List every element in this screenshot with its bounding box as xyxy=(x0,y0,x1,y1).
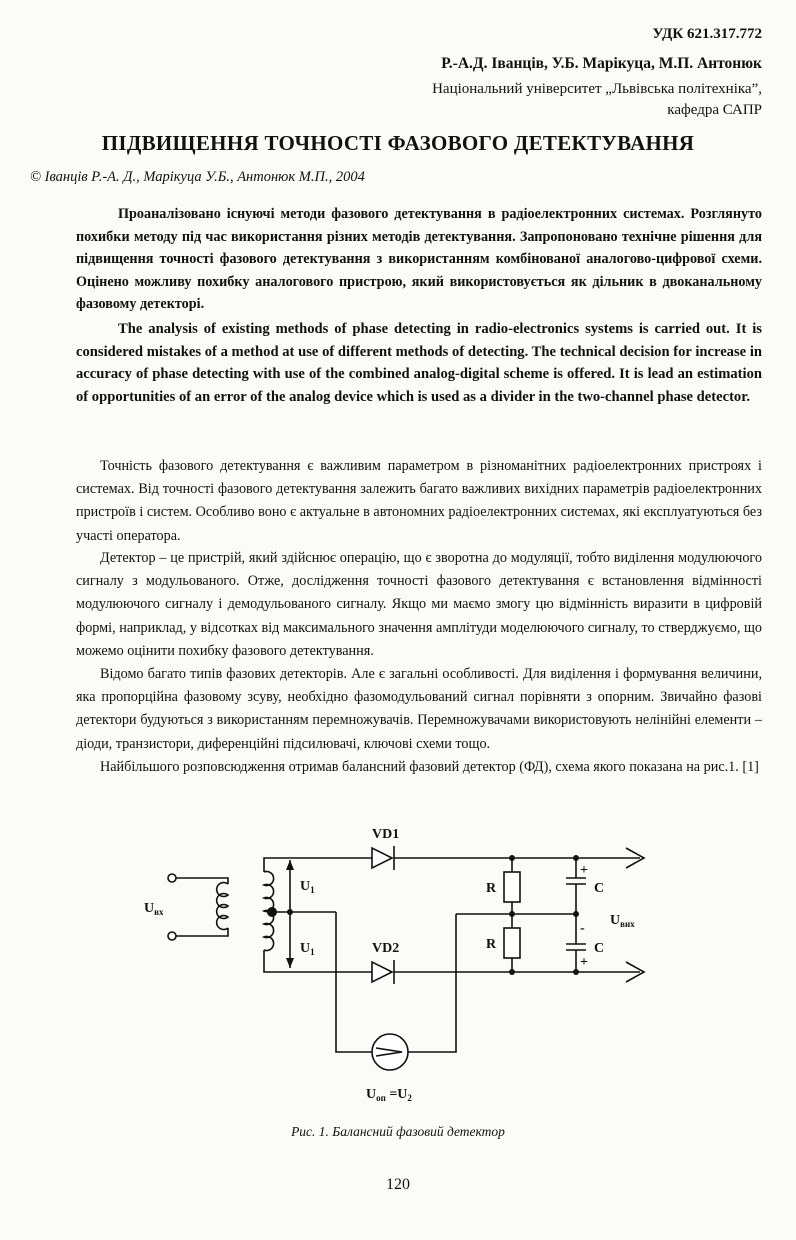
abstract-ukrainian: Проаналізовано існуючі методи фазового детектування в радіоелектронних системах. Розглянуто похибки методу під час використання різних методів детектування. Запропоновано технічне рішення для підвищення точності фазового детектування з використанням комбінованої аналогово-цифрової схеми. Оцінено можливу похибку аналогового пристрою, який використовується як дільник в двоканальному фазовому детекторі. xyxy=(76,206,762,312)
primary-coil xyxy=(217,883,228,930)
label-c-bottom: C xyxy=(594,941,605,956)
junction-c-top xyxy=(573,855,579,861)
udk-code: УДК 621.317.772 xyxy=(652,26,762,42)
junction-r-mid xyxy=(509,911,515,917)
balanced-phase-detector-schematic xyxy=(140,820,670,1120)
wire-bottom xyxy=(264,950,372,972)
affiliation xyxy=(432,79,762,121)
abstract-english: The analysis of existing methods of phase detecting in radio-electronics systems is carried out. It is considered mistakes of a method at use of different methods of detecting. The technical decision for increase in accuracy of phase detecting with use of the combined analog-digital scheme is offered. It is lead an estimation of opportunities of an error of the analog device which is used as a divider in the two-channel phase detector. xyxy=(76,321,762,405)
label-c-top: C xyxy=(594,881,605,896)
junction-c-bottom xyxy=(573,969,579,975)
body-paragraph-2: Детектор – це пристрій, який здійснює операцію, що є зворотна до модуляції, тобто виділення модулюючого сигналу з модульованого. Отже, дослідження точності фазового детектування є встановлення відмінності модулюючого сигналу і демодульованого сигналу. Якщо ми маємо змогу цю відмінність виразити в цифровій формі, наприклад, у відсотках від максимального значення амплітуди моделюючого сигналу, то стверджуємо, що можемо оцінити похибку фазового детектування. xyxy=(76,550,762,659)
label-u1-top: $U_1$ xyxy=(300,879,315,895)
junction-r-bottom xyxy=(509,969,515,975)
affiliation-university: Національний університет „Львівська політехніка”, xyxy=(432,81,762,97)
diode-vd1-icon xyxy=(372,848,392,868)
input-terminal-top xyxy=(168,874,176,882)
label-u-ref: $U_{оп} =U_2$ xyxy=(366,1087,412,1103)
label-vd2: VD2 xyxy=(372,941,400,956)
u1-junction xyxy=(287,909,293,915)
page-number: 120 xyxy=(386,1176,410,1193)
input-terminal-bottom xyxy=(168,932,176,940)
label-minus-mid: - xyxy=(580,921,585,936)
diode-vd2-icon xyxy=(372,962,392,982)
body-paragraph-4: Найбільшого розповсюдження отримав балансний фазовий детектор (ФД), схема якого показана на рис.1. [1] xyxy=(100,759,759,775)
label-u-out: $U_{вих}$ xyxy=(610,913,635,929)
body-paragraph-3: Відомо багато типів фазових детекторів. Але є загальні особливості. Для виділення і формування величини, яка пропорційна фазовому зсуву, необхідно фазомодульований сигнал порівняти з опорним. Звичайно фазові детектори будуються з використанням перемножувачів. Перемножувачами використовують нелінійні елементи – діоди, транзистори, диференційні підсилювачі, ключові схеми тощо. xyxy=(76,666,762,752)
authors: Р.-А.Д. Іванців, У.Б. Марікуца, М.П. Антонюк xyxy=(441,55,762,72)
center-tap-junction xyxy=(267,907,277,917)
label-plus-bottom: + xyxy=(580,955,588,970)
wire-top xyxy=(264,858,372,872)
label-plus-top: + xyxy=(580,863,588,878)
junction-r-top xyxy=(509,855,515,861)
copyright: © Іванців Р.-А. Д., Марікуца У.Б., Антонюк М.П., 2004 xyxy=(30,169,365,185)
label-vd1: VD1 xyxy=(372,827,400,842)
resistor-top-icon xyxy=(504,872,520,902)
body-paragraph-1: Точність фазового детектування є важливим параметром в різноманітних радіоелектронних пристроях і системах. Від точності фазового детектування залежить багато важливих вихідних параметрів радіоелектронних пристроїв і систем. Особливо воно є актуальне в автономних радіоелектронних системах, які експлуатуються без участі оператора. xyxy=(76,458,762,544)
affiliation-department: кафедра САПР xyxy=(667,102,762,118)
reference-wire-right xyxy=(408,914,456,1052)
reference-wire-left xyxy=(336,912,372,1052)
label-r-bottom: R xyxy=(486,937,497,952)
figure-caption: Рис. 1. Балансний фазовий детектор xyxy=(291,1124,505,1139)
label-u-in: $U_{вх}$ xyxy=(144,901,164,917)
reference-source-icon xyxy=(372,1034,408,1070)
junction-c-mid xyxy=(573,911,579,917)
label-u1-bottom: $U_1$ xyxy=(300,941,315,957)
u1-top-arrowhead-icon xyxy=(286,860,294,870)
circuit-figure xyxy=(140,820,670,1120)
paper-title: ПІДВИЩЕННЯ ТОЧНОСТІ ФАЗОВОГО ДЕТЕКТУВАННЯ xyxy=(101,131,695,155)
u1-bottom-arrowhead-icon xyxy=(286,958,294,968)
resistor-bottom-icon xyxy=(504,928,520,958)
label-r-top: R xyxy=(486,881,497,896)
